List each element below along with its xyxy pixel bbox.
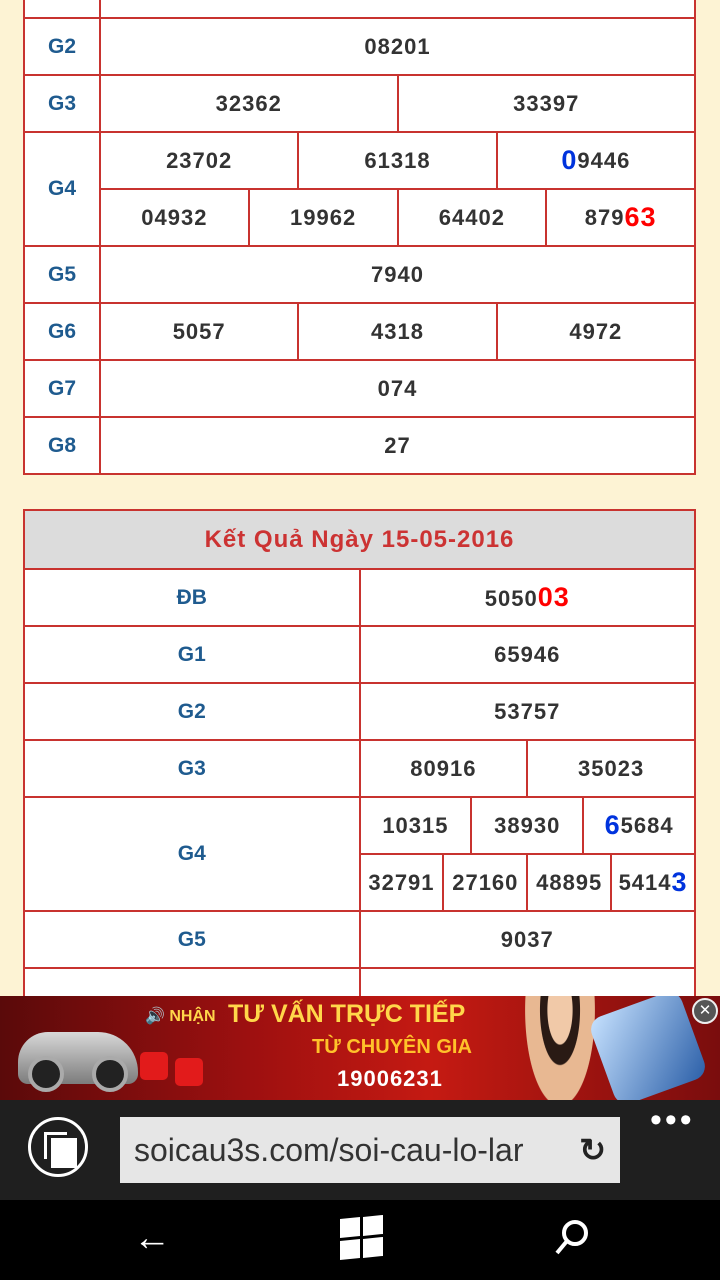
prize-value: 074: [100, 360, 695, 417]
results-table-previous: [23, 0, 696, 475]
dice-image: [175, 1058, 203, 1086]
ad-text-expert: TỪ CHUYÊN GIA: [312, 1036, 472, 1058]
search-icon[interactable]: [554, 1218, 590, 1263]
prize-label: G3: [24, 75, 100, 132]
url-text: soicau3s.com/soi-cau-lo-lar: [134, 1132, 524, 1168]
prize-value: 61318: [297, 133, 495, 188]
ad-text-receive: 🔊 NHẬN: [145, 1008, 216, 1025]
prize-label: G4: [24, 132, 100, 246]
prize-value: 19962: [248, 190, 397, 245]
model-image: [525, 996, 595, 1100]
url-field[interactable]: [120, 1117, 620, 1183]
prize-value: 53757: [360, 683, 696, 740]
prize-value: 27: [100, 417, 695, 474]
prize-label: G5: [24, 246, 100, 303]
results-title: Kết Quả Ngày 15-05-2016: [24, 510, 695, 569]
prize-value: 65946: [360, 626, 696, 683]
prize-value: 35023: [526, 741, 694, 796]
prize-label: G5: [24, 911, 360, 968]
prize-label: ĐB: [24, 569, 360, 626]
prize-value: 48895: [526, 855, 610, 910]
tabs-button[interactable]: [28, 1117, 88, 1177]
browser-address-bar: [0, 1100, 720, 1200]
prize-value: 4318: [297, 304, 495, 359]
prize-value: 5057: [172, 318, 226, 344]
prize-value: 33397: [397, 76, 695, 131]
prize-value: 0 9446: [496, 133, 694, 188]
refresh-icon[interactable]: ↻: [579, 1132, 606, 1168]
prize-value: 9037: [360, 911, 696, 968]
highlight-digit: 6: [604, 810, 621, 840]
phone-image: [587, 996, 709, 1100]
highlight-digits: 63: [624, 202, 657, 232]
prize-value: 7940: [100, 246, 695, 303]
car-image: [18, 1032, 138, 1084]
prize-value: 32362: [215, 90, 282, 116]
results-table-2016-05-15: [23, 509, 696, 996]
prize-value: 08201: [100, 18, 695, 75]
prize-value: 32791: [368, 869, 435, 895]
prize-label: G2: [24, 683, 360, 740]
highlight-digit: 3: [671, 867, 688, 897]
prize-value: 505003: [360, 569, 696, 626]
prize-label: G8: [24, 417, 100, 474]
prize-value: 80916: [410, 755, 477, 781]
prize-value: 23702: [166, 147, 233, 173]
prize-label: G4: [24, 797, 360, 911]
prize-label: G1: [24, 626, 360, 683]
more-menu-button[interactable]: •••: [650, 1101, 695, 1139]
prize-label: G2: [24, 18, 100, 75]
prize-value: 5414 3: [610, 855, 694, 910]
highlight-digits: 03: [537, 582, 570, 612]
prize-value: 879 63: [545, 190, 694, 245]
prize-value: 10315: [382, 812, 449, 838]
prize-value: 64402: [397, 190, 546, 245]
back-button[interactable]: ←: [133, 1217, 171, 1259]
prize-value: 4972: [496, 304, 694, 359]
prize-label: G6: [24, 303, 100, 360]
dice-image: [140, 1052, 168, 1080]
ad-close-button[interactable]: ✕: [692, 998, 718, 1024]
prize-label: G3: [24, 740, 360, 797]
windows-start-icon[interactable]: [340, 1218, 384, 1260]
ad-phone-number: 19006231: [337, 1066, 443, 1091]
ad-text-headline: TƯ VẤN TRỰC TIẾP: [228, 1000, 466, 1028]
highlight-digit: 0: [561, 145, 578, 175]
prize-label: G7: [24, 360, 100, 417]
ad-banner[interactable]: [0, 996, 720, 1100]
prize-value: 27160: [442, 855, 526, 910]
prize-value: 38930: [470, 798, 582, 853]
prize-value: 6 5684: [582, 798, 694, 853]
prize-value: 04932: [141, 204, 208, 230]
system-nav-bar: [0, 1200, 720, 1280]
